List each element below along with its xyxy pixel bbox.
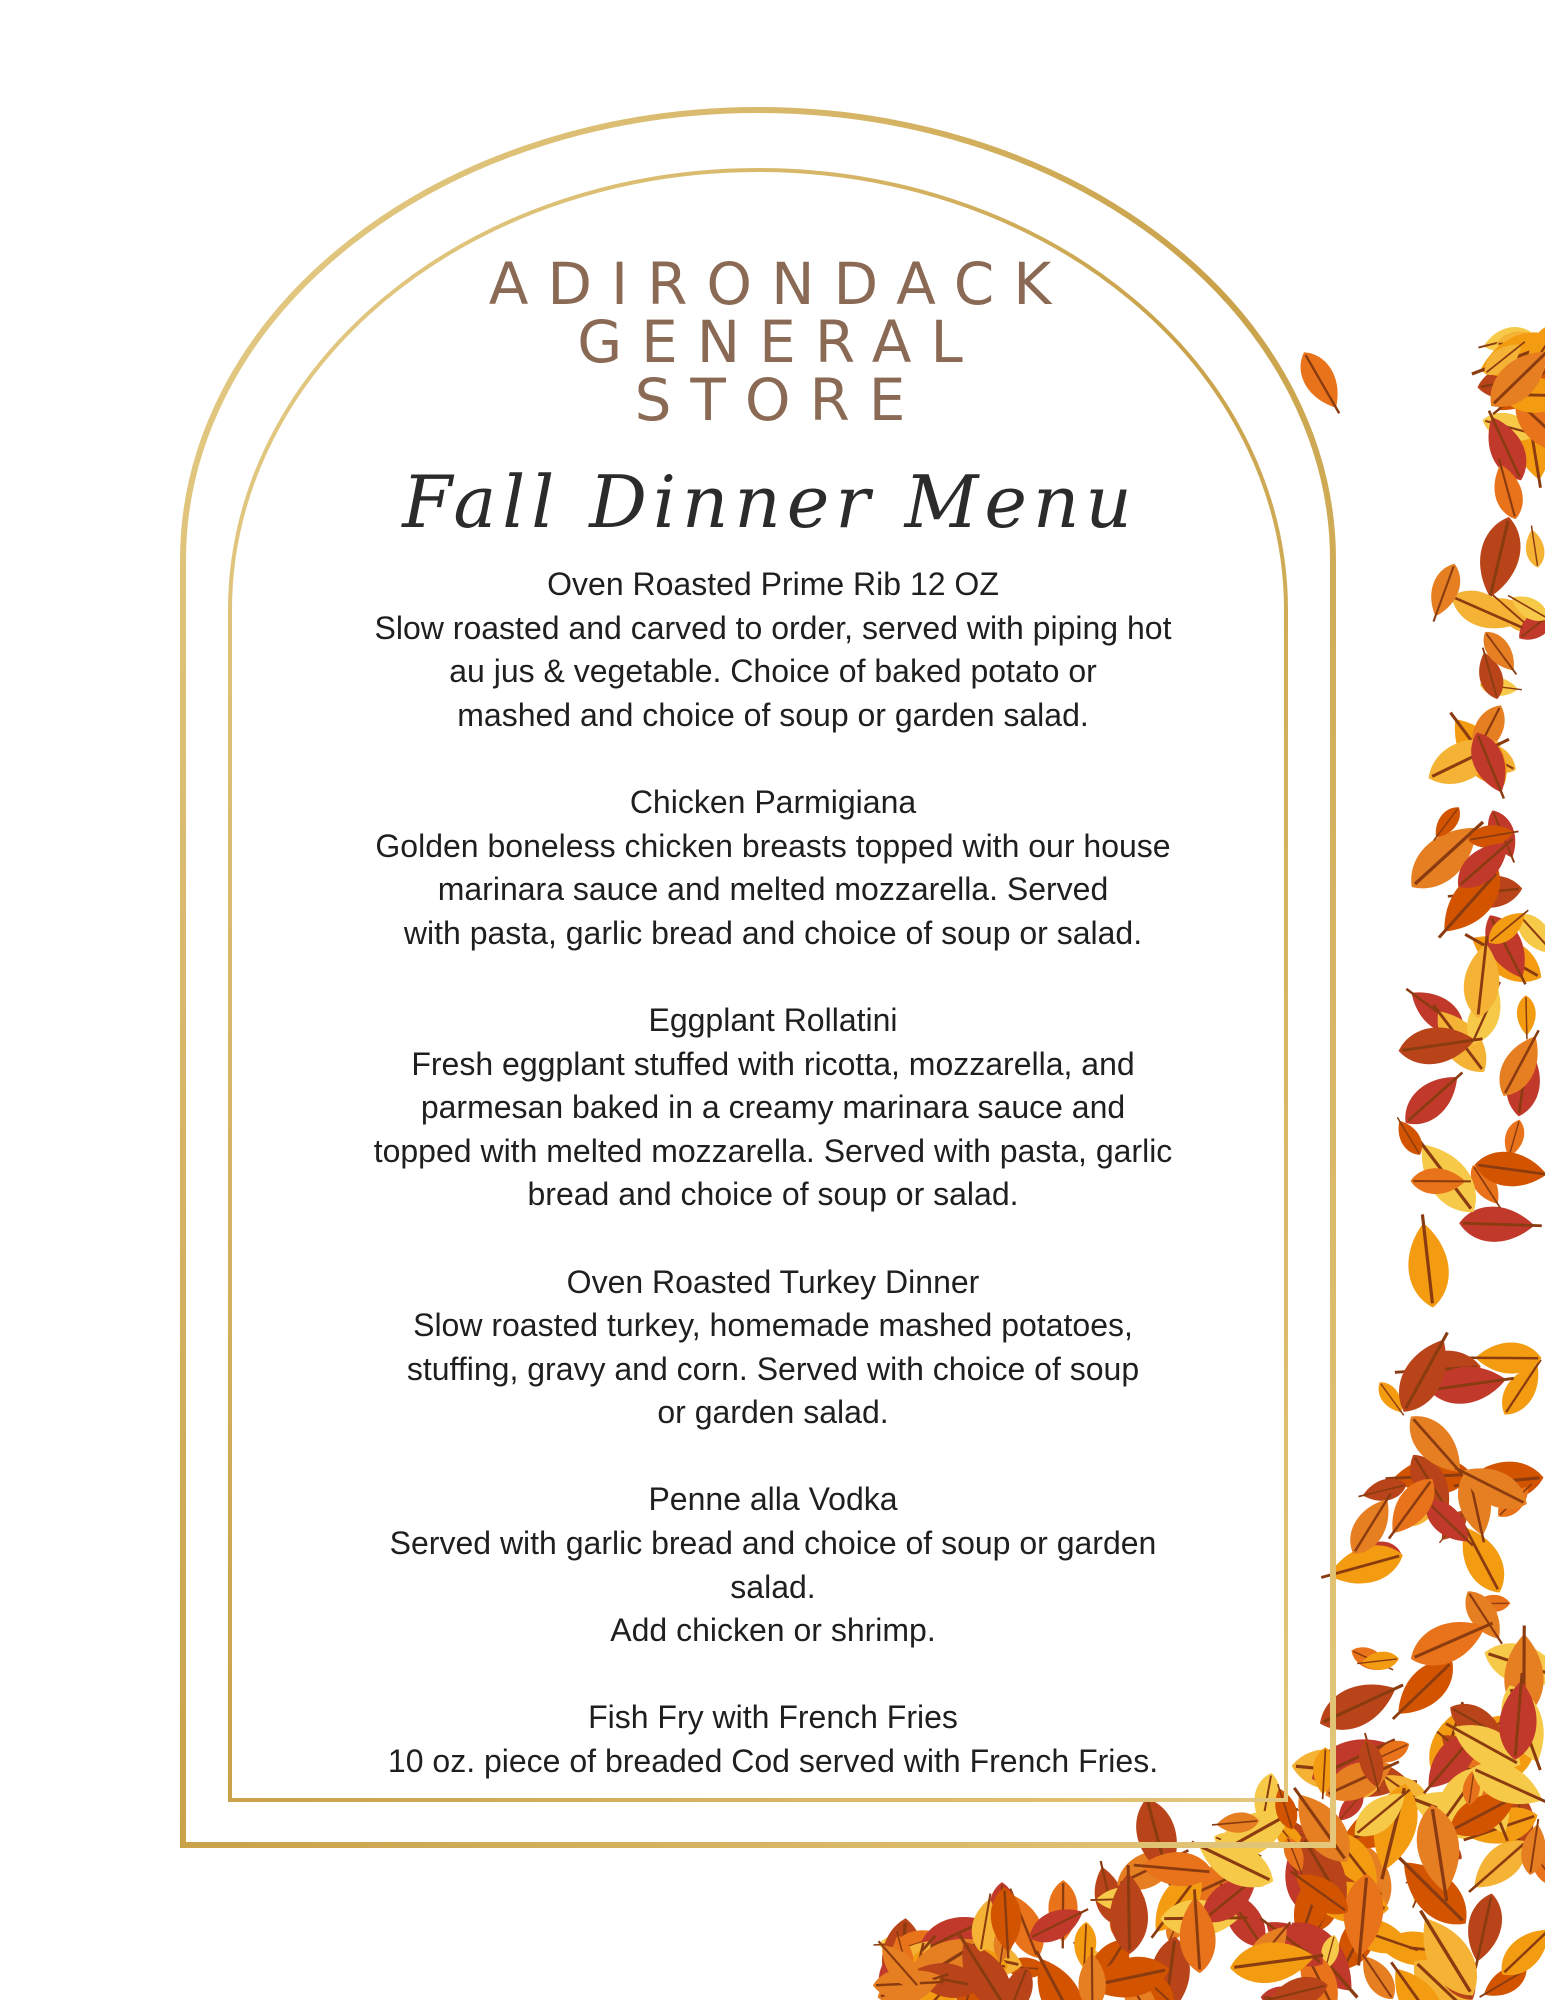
menu-item-name: Oven Roasted Turkey Dinner [566,1263,980,1300]
menu-item-name: Chicken Parmigiana [629,783,917,820]
menu-item-description-line: au jus & vegetable. Choice of baked potato or [449,653,1097,690]
menu-item-description-line: Served with garlic bread and choice of soup or garden [389,1525,1157,1562]
menu-item [270,563,1276,737]
menu-item [270,781,1276,955]
menu-item [270,1261,1276,1435]
menu-item [270,999,1276,1217]
menu-item-description-line: mashed and choice of soup or garden salad. [457,696,1089,733]
menu-items-list [270,563,1276,1827]
menu-item-description-line: topped with melted mozzarella. Served with pasta, garlic [373,1132,1173,1169]
menu-item-description-line: 10 oz. piece of breaded Cod served with French Fries. [387,1743,1159,1780]
store-name-line: STORE [634,366,925,434]
menu-item-description-line: parmesan baked in a creamy marinara sauce and [420,1089,1126,1126]
menu-item-description-line: marinara sauce and melted mozzarella. Served [437,871,1109,908]
store-name-line: ADIRONDACK [488,250,1071,318]
store-name-line: GENERAL [577,308,982,376]
menu-item-name: Fish Fry with French Fries [588,1699,958,1736]
menu-item [270,1478,1276,1652]
menu-item-description-line: Fresh eggplant stuffed with ricotta, mozzarella, and [411,1045,1135,1082]
menu-item-description-line: bread and choice of soup or salad. [527,1176,1019,1213]
menu-item [270,1696,1276,1783]
menu-item-description-line: Golden boneless chicken breasts topped with our house [375,827,1171,864]
menu-item-name: Oven Roasted Prime Rib 12 OZ [547,566,999,602]
store-name [380,250,1160,434]
menu-item-name: Penne alla Vodka [648,1481,898,1518]
menu-item-description-line: salad. [730,1568,816,1605]
menu-item-description-line: Add chicken or shrimp. [610,1612,936,1649]
menu-item-description-line: stuffing, gravy and corn. Served with choice of soup [406,1350,1140,1387]
menu-item-description-line: with pasta, garlic bread and choice of soup or salad. [403,914,1143,951]
menu-item-description-line: Slow roasted turkey, homemade mashed potatoes, [413,1307,1133,1344]
menu-item-description-line: or garden salad. [657,1394,889,1431]
menu-title: Fall Dinner Menu [402,460,1138,544]
menu-item-description-line: Slow roasted and carved to order, served with piping hot [374,609,1172,646]
menu-item-name: Eggplant Rollatini [648,1001,898,1038]
